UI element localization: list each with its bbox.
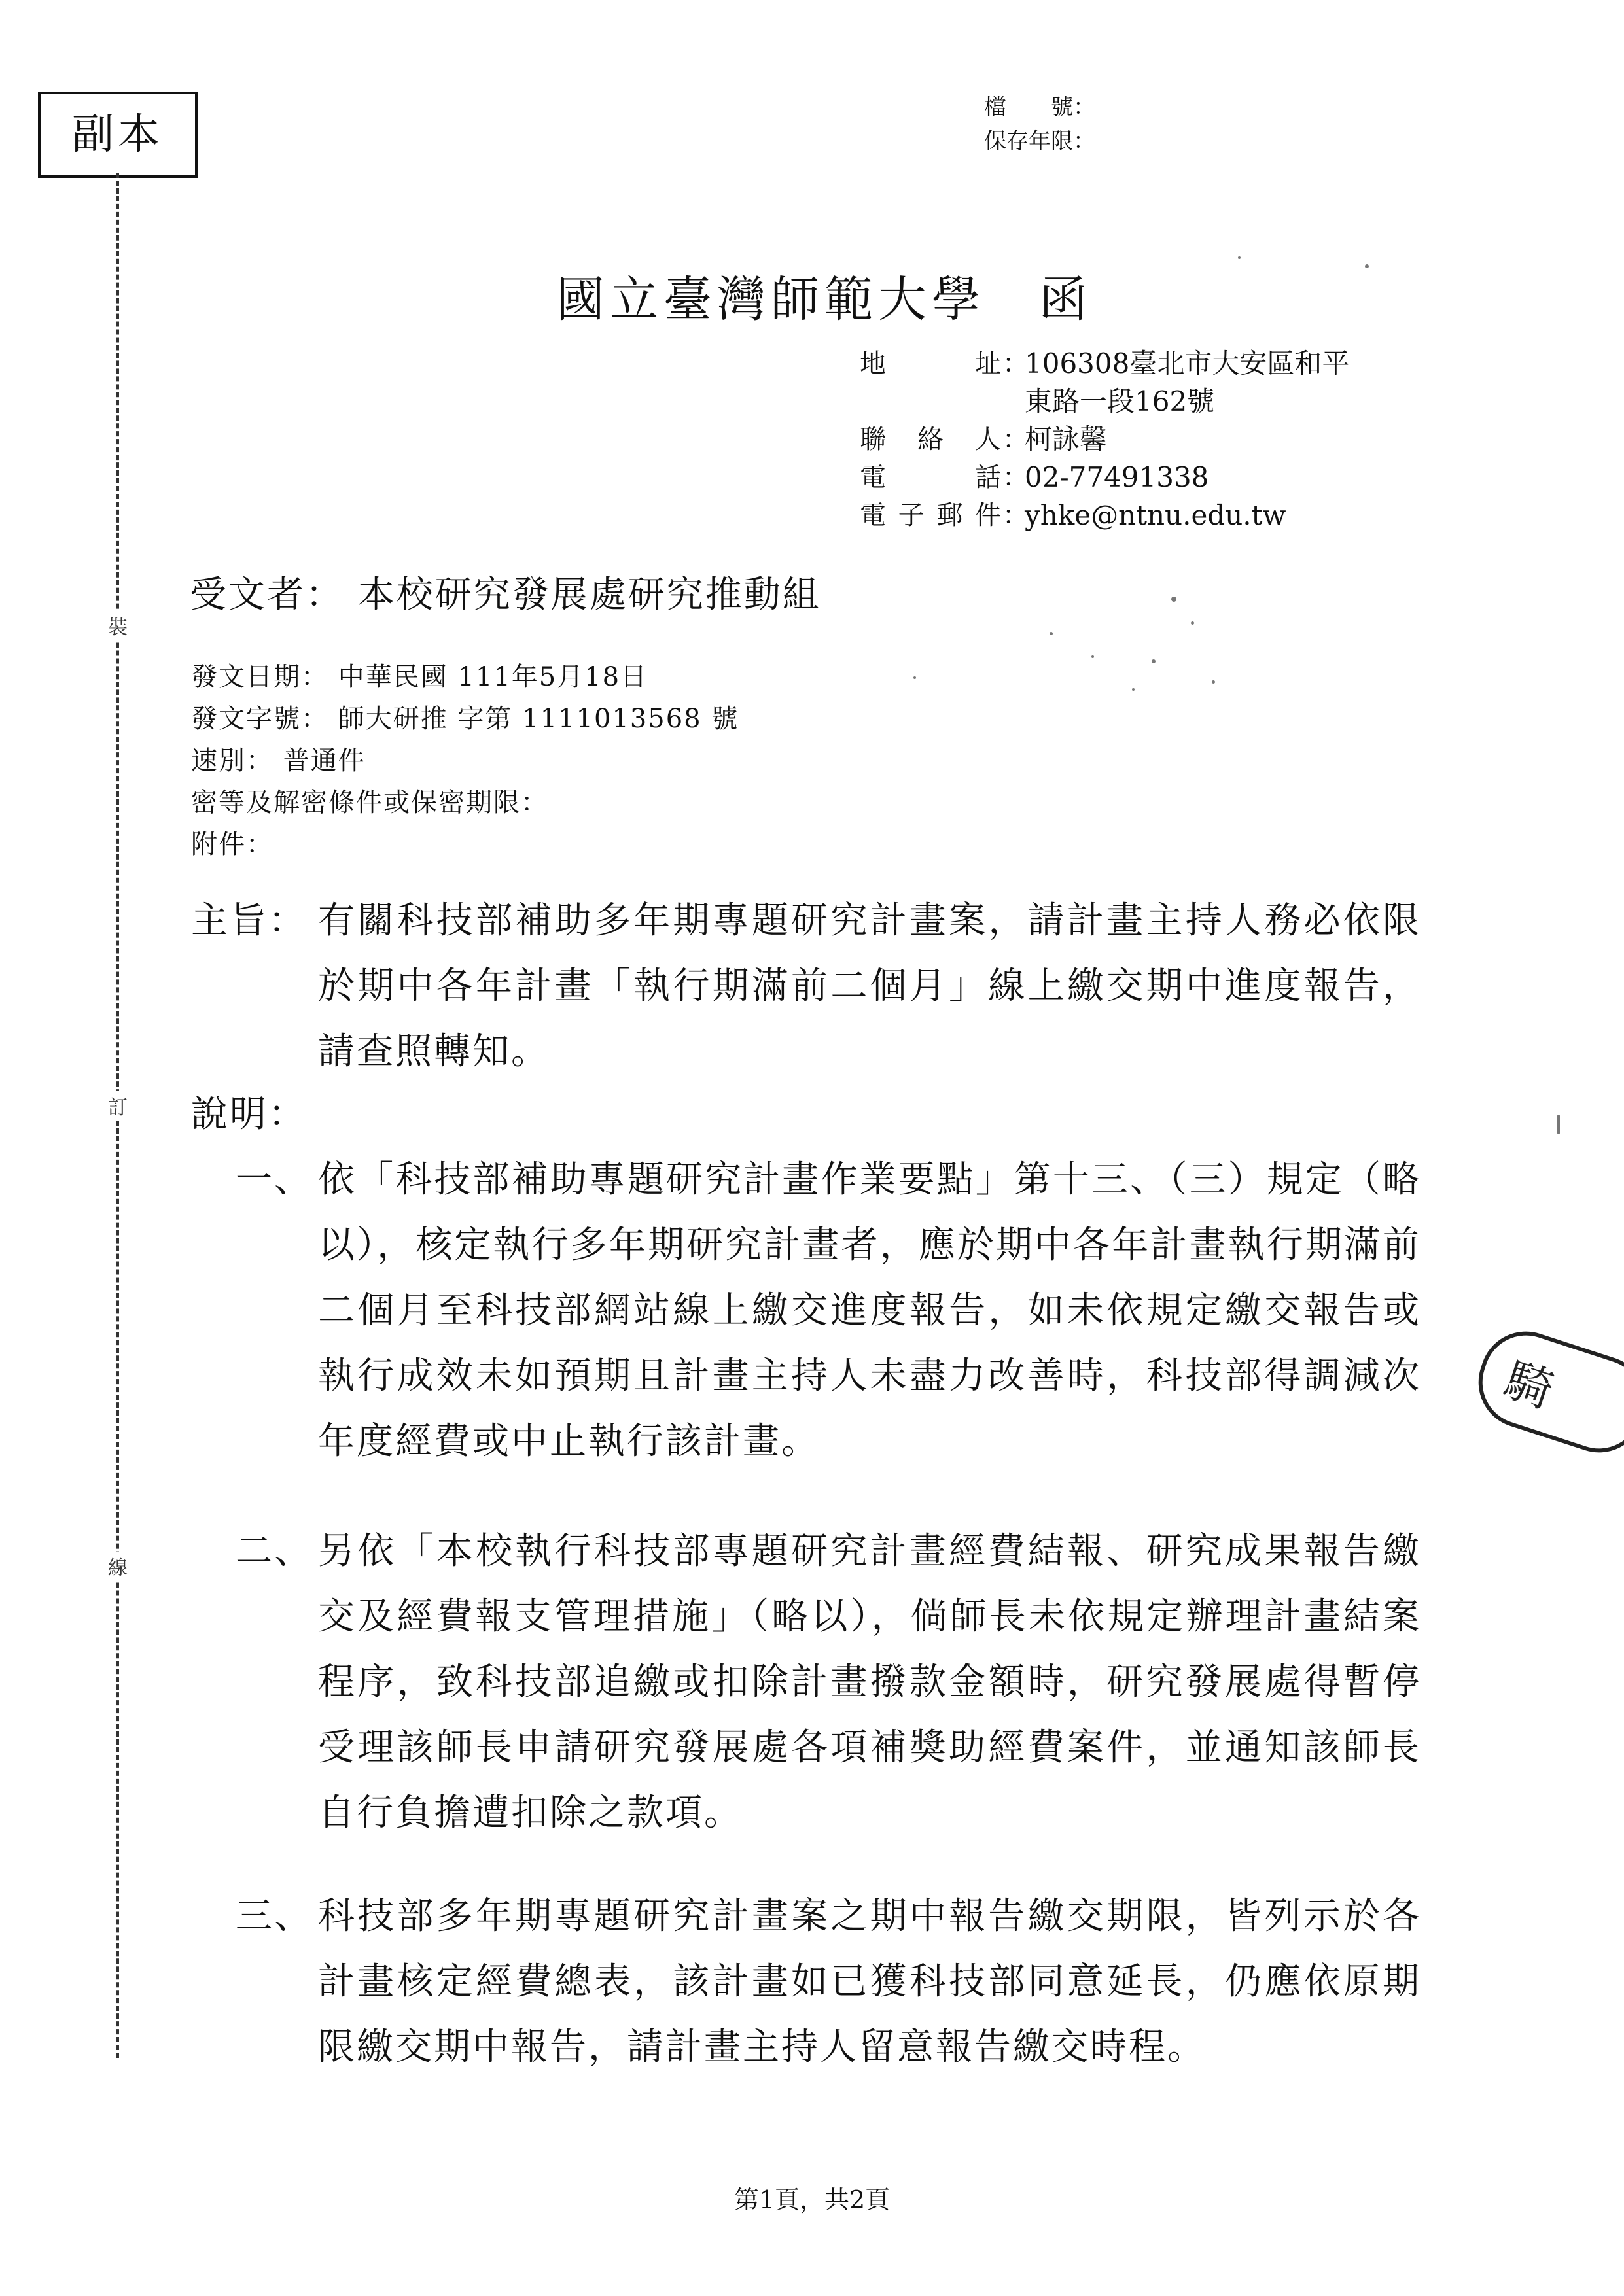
address-colon: ： bbox=[1002, 349, 1029, 379]
file-number-label: 檔 號： bbox=[984, 94, 1095, 120]
contact-person-colon: ： bbox=[1002, 425, 1029, 455]
phone-colon: ： bbox=[1002, 462, 1029, 493]
delivery-speed: 速別： 普通件 bbox=[191, 746, 366, 776]
page-footer: 第1頁，共2頁 bbox=[733, 2185, 891, 2214]
binding-mark-bind: 裝 bbox=[105, 611, 131, 640]
issue-date: 發文日期： 中華民國 111年5月18日 bbox=[191, 662, 648, 692]
explanation-item-2-number: 二、 bbox=[236, 1530, 313, 1573]
email-label: 電子郵件 bbox=[860, 500, 1001, 531]
subject-label: 主旨： bbox=[191, 899, 307, 942]
explanation-item-2-text: 另依「本校執行科技部專題研究計畫經費結報、研究成果報告繳交及經費報支管理措施」（略以），倘師長未依規定辦理計畫結案程序，致科技部追繳或扣除計畫撥款金額時，研究發展處得暫停受理該師長申請研究發展處各項補獎助經費案件，並通知該師長自行負擔遭扣除之款項。 bbox=[318, 1530, 1421, 1834]
attachment: 附件： bbox=[191, 829, 274, 860]
explanation-item-1-number: 一、 bbox=[236, 1158, 313, 1201]
subject-text: 有關科技部補助多年期專題研究計畫案，請計畫主持人務必依限於期中各年計畫「執行期滿前二個月」線上繳交期中進度報告，請查照轉知。 bbox=[318, 899, 1421, 1073]
binding-mark-line: 線 bbox=[105, 1552, 131, 1580]
address-line-2: 東路一段162號 bbox=[1025, 385, 1215, 417]
email-colon: ： bbox=[1002, 500, 1029, 531]
copy-stamp: 副本 bbox=[38, 92, 198, 178]
contact-person: 柯詠馨 bbox=[1025, 423, 1108, 455]
binding-mark-staple: 訂 bbox=[105, 1091, 131, 1120]
retention-period-label: 保存年限： bbox=[984, 128, 1095, 154]
recipient: 受文者： 本校研究發展處研究推動組 bbox=[190, 574, 821, 616]
address-label: 地址 bbox=[860, 349, 1001, 379]
contact-person-label: 聯絡人 bbox=[860, 425, 1001, 455]
document-number: 發文字號： 師大研推 字第 1111013568 號 bbox=[191, 704, 739, 734]
seam-verification-stamp: 騎 bbox=[1466, 1319, 1624, 1464]
explanation-item-3-text: 科技部多年期專題研究計畫案之期中報告繳交期限，皆列示於各計畫核定經費總表，該計畫如已獲科技部同意延長，仍應依原期限繳交期中報告，請計畫主持人留意報告繳交時程。 bbox=[318, 1895, 1421, 2068]
explanation-label: 說明： bbox=[191, 1093, 307, 1136]
email-address: yhke@ntnu.edu.tw bbox=[1025, 499, 1286, 531]
address-line-1: 106308臺北市大安區和平 bbox=[1025, 347, 1350, 379]
explanation-item-3-number: 三、 bbox=[236, 1895, 313, 1938]
phone-label: 電話 bbox=[860, 462, 1001, 493]
document-title: 國立臺灣師範大學 函 bbox=[556, 271, 1093, 328]
phone-number: 02-77491338 bbox=[1025, 461, 1209, 493]
explanation-item-1-text: 依「科技部補助專題研究計畫作業要點」第十三、（三）規定（略以），核定執行多年期研究計畫者，應於期中各年計畫執行期滿前二個月至科技部網站線上繳交進度報告，如未依規定繳交報告或執行成效未如預期且計畫主持人未盡力改善時，科技部得調減次年度經費或中止執行該計畫。 bbox=[318, 1158, 1421, 1463]
secrecy-level: 密等及解密條件或保密期限： bbox=[191, 788, 548, 818]
